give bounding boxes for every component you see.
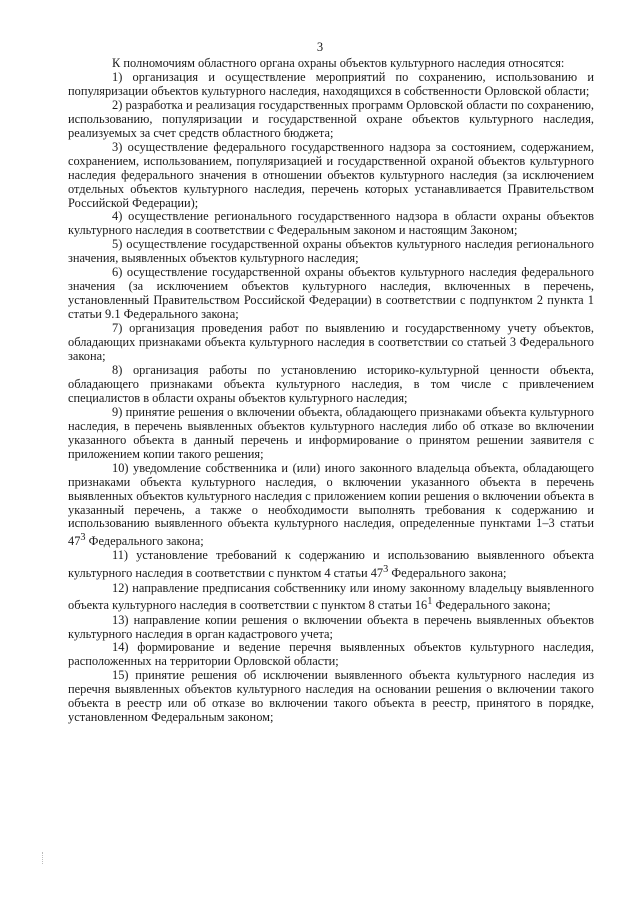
list-item-8: 8) организация работы по установлению историко-культурной ценности объекта, обладающего признаками объекта культурного наследия, в том числе с привлечением специалистов в области охраны объектов культурного наследия;: [68, 362, 594, 405]
list-item-12: [68, 582, 594, 614]
document-body: [68, 57, 594, 725]
list-item-12-tail: Федерального закона;: [432, 598, 551, 613]
list-item-1: 1) организация и осуществление мероприятий по сохранению, использованию и популяризации объектов культурного наследия, находящихся в собственности Орловской области;: [68, 69, 594, 98]
list-item-2: 2) разработка и реализация государственных программ Орловской области по сохранению, использованию, популяризации и государственной охране объектов культурного наследия, реализуемых за счет средств областного бюджета;: [68, 97, 594, 140]
scan-margin-mark: [42, 852, 46, 864]
list-item-12-text: 12) направление предписания собственнику или иному законному владельцу выявленного объекта культурного наследия в соответствии с пунктом 8 статьи 16: [68, 580, 594, 613]
list-item-10: [68, 462, 594, 550]
list-item-11-text: 11) установление требований к содержанию и использованию выявленного объекта культурного наследия в соответствии с пунктом 4 статьи 47: [68, 548, 594, 581]
list-item-3: 3) осуществление федерального государственного надзора за состоянием, содержанием, сохранением, использованием, популяризацией и государственной охраной объектов культурного наследия федерального значения в отношении объектов культурного наследия (за исключением отдельных объектов культурного наследия, перечень которых устанавливается Правительством Российской Федерации);: [68, 139, 594, 210]
list-item-12-superscript: 1: [427, 596, 433, 608]
list-item-10-tail: Федерального закона;: [85, 534, 204, 549]
list-item-9: 9) принятие решения о включении объекта, обладающего признаками объекта культурного наследия, в перечень выявленных объектов культурного наследия либо об отказе во включении указанного объекта в данный перечень и информирование о принятом решении заявителя с приложением копии такого решения;: [68, 404, 594, 461]
list-item-14: 14) формирование и ведение перечня выявленных объектов культурного наследия, расположенных на территории Орловской области;: [68, 640, 594, 669]
list-item-11-tail: Федерального закона;: [388, 566, 507, 581]
page-number: 3: [316, 40, 324, 54]
list-item-15: 15) принятие решения об исключении выявленного объекта культурного наследия из перечня выявленных объектов культурного наследия на основании решения о включении такого объекта в реестр или об отказе во включении такого объекта в реестр, принятого в порядке, установленном Федеральным законом;: [68, 668, 594, 725]
list-item-10-superscript: 3: [80, 532, 86, 544]
list-item-7: 7) организация проведения работ по выявлению и государственному учету объектов, обладающих признаками объекта культурного наследия в соответствии со статьей 3 Федерального закона;: [68, 321, 594, 364]
list-item-13: 13) направление копии решения о включении объекта в перечень выявленных объектов культурного наследия в орган кадастрового учета;: [68, 612, 594, 641]
intro-paragraph: К полномочиям областного органа охраны объектов культурного наследия относятся:: [112, 56, 565, 70]
list-item-10-text: 10) уведомление собственника и (или) иного законного владельца объекта, обладающего признаками объекта культурного наследия, о включении указанного объекта в перечень выявленных объектов культурного наследия с приложением копии решения о включении объекта в указанный перечень, а также о необходимости выполнять требования к содержанию и использованию выявленного объекта культурного наследия, определенные пунктами 1–3 статьи 47: [68, 460, 594, 549]
list-item-4: 4) осуществление регионального государственного надзора в области охраны объектов культурного наследия в соответствии с Федеральным законом и настоящим Законом;: [68, 209, 594, 238]
list-item-6: 6) осуществление государственной охраны объектов культурного наследия федерального значения (за исключением объектов культурного наследия, включенных в перечень, установленный Правительством Российской Федерации) в соответствии с подпунктом 2 пункта 1 статьи 9.1 Федерального закона;: [68, 265, 594, 322]
list-item-11-superscript: 3: [383, 564, 389, 576]
list-item-11: [68, 549, 594, 581]
list-item-5: 5) осуществление государственной охраны объектов культурного наследия регионального значения, выявленных объектов культурного наследия;: [68, 237, 594, 266]
